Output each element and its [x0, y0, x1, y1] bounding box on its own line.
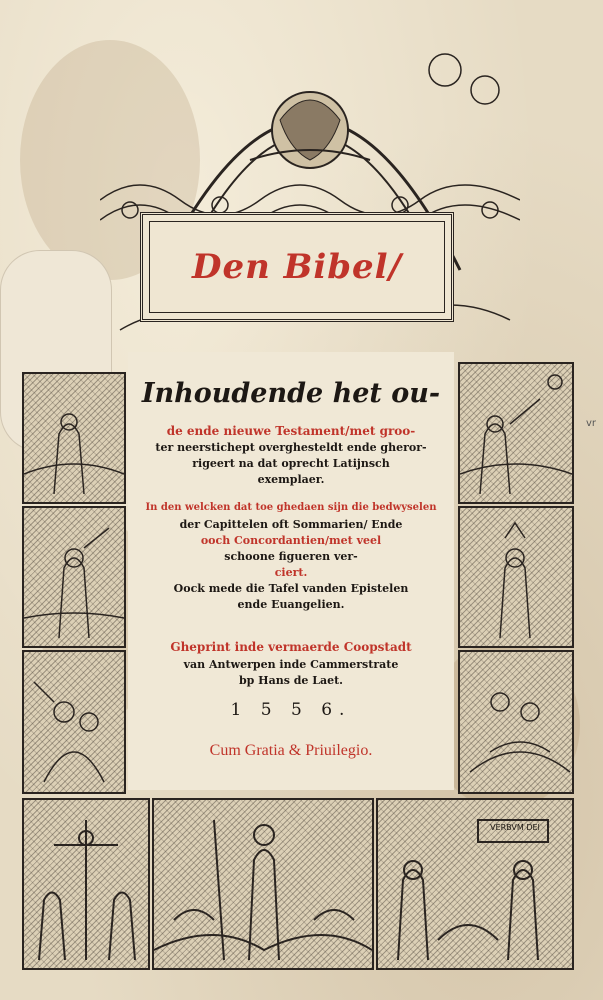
panel-caption: VERBVM DEI	[490, 823, 540, 832]
woodcut-bottom-crucifixion	[22, 798, 150, 970]
text-line: van Antwerpen inde Cammerstrate	[183, 658, 399, 671]
woodcut-left-1	[22, 372, 126, 504]
text-line: rigeert na dat oprecht Latijnsch	[192, 457, 390, 470]
title-banner-text: Den Bibel/	[191, 247, 403, 287]
text-line: schoone figueren ver-	[224, 550, 358, 563]
text-line: In den welcken dat toe ghedaen sijn die bedwyselen	[145, 502, 437, 513]
title-banner-inner	[149, 221, 445, 313]
woodcut-bottom-verbum-dei	[376, 798, 574, 970]
text-line: ende Euangelien.	[237, 598, 345, 611]
woodcut-left-2	[22, 506, 126, 648]
text-line: ciert.	[274, 566, 308, 579]
title-text-block	[128, 352, 454, 790]
text-line: de ende nieuwe Testament/met groo-	[166, 424, 416, 438]
text-line: ooch Concordantien/met veel	[200, 534, 382, 547]
publication-year: 1 5 5 6.	[230, 700, 352, 720]
text-line: Gheprint inde vermaerde Coopstadt	[170, 640, 412, 654]
woodcut-left-3	[22, 650, 126, 794]
title-banner-frame	[140, 212, 454, 322]
text-line: Oock mede die Tafel vanden Epistelen	[173, 582, 409, 595]
woodcut-right-2	[458, 506, 574, 648]
text-line: bp Hans de Laet.	[238, 674, 344, 687]
privilege-line: Cum Gratia & Priuilegio.	[209, 742, 373, 759]
woodcut-right-3	[458, 650, 574, 794]
text-line: der Capittelen oft Sommarien/ Ende	[179, 518, 403, 531]
woodcut-bottom-resurrection	[152, 798, 374, 970]
main-title: Inhoudende het ou-	[141, 378, 441, 409]
text-line: ter neerstichept overghesteldt ende gheror-	[155, 441, 427, 454]
text-line: exemplaer.	[257, 473, 325, 486]
woodcut-right-1	[458, 362, 574, 504]
margin-mark: vr	[586, 418, 597, 429]
